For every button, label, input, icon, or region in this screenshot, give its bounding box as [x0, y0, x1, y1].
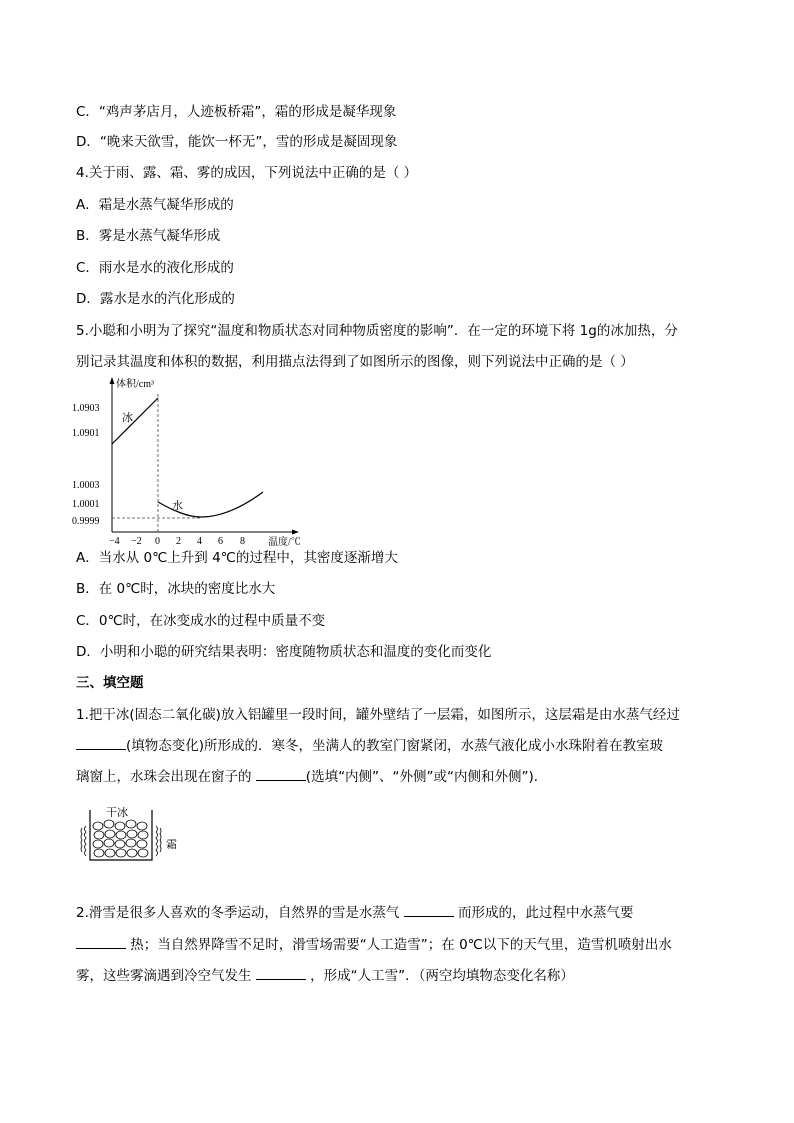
y-tick-label: 1.0003 — [72, 480, 100, 491]
y-tick-label: 1.0901 — [72, 428, 100, 439]
fill-q2-line1 — [76, 904, 633, 922]
answer-blank[interactable] — [76, 737, 126, 750]
y-tick-label: 1.0001 — [72, 499, 100, 510]
q5-option-b: B．在 0℃时，冰块的密度比水大 — [76, 581, 276, 597]
dry-ice-pellets — [93, 820, 148, 857]
fill-q1-line1: 1.把干冰(固态二氧化碳)放入铝罐里一段时间，罐外壁结了一层霜，如图所示，这层霜是由水蒸气经过 — [76, 707, 680, 723]
fill-q1-line3 — [76, 768, 547, 786]
fill-q2-line3 — [76, 967, 574, 985]
answer-blank[interactable] — [256, 967, 306, 980]
fill-q2-line1-text-a: 2.滑雪是很多人喜欢的冬季运动，自然界的雪是水蒸气 — [76, 905, 404, 921]
x-tick-label: 2 — [176, 536, 181, 546]
x-tick-label: −4 — [109, 536, 120, 546]
q5-stem-line2: 别记录其温度和体积的数据，利用描点法得到了如图所示的图像，则下列说法中正确的是（ ） — [76, 354, 634, 370]
y-axis-label: 体积/cm³ — [116, 379, 154, 390]
y-axis-arrow — [110, 377, 115, 384]
section-heading: 三、填空题 — [76, 675, 144, 691]
fill-q1-line2 — [76, 737, 663, 755]
q4-stem: 4.关于雨、露、霜、雾的成因，下列说法中正确的是（ ） — [76, 165, 418, 181]
frost-right — [156, 826, 158, 856]
x-axis-label: 温度/℃ — [268, 537, 301, 546]
ice-series-line — [112, 398, 158, 444]
fill-q2-line1-text-b: 而形成的，此过程中水蒸气要 — [453, 905, 634, 921]
q4-option-a: A．霜是水蒸气凝华形成的 — [76, 197, 234, 213]
fill-q2-line2-text: 热；当自然界降雪不足时，滑雪场需要“人工造雪”；在 0℃以下的天气里，造雪机喷射出水 — [126, 937, 672, 953]
ice-series-label: 冰 — [122, 412, 133, 424]
fill-q1-line3-text-a: 璃窗上，水珠会出现在窗子的 — [76, 769, 256, 785]
frost-right-outer — [160, 828, 161, 852]
q3-option-d: D．“晚来天欲雪，能饮一杯无”，雪的形成是凝固现象 — [76, 134, 398, 150]
y-tick-label: 1.0903 — [72, 403, 100, 414]
volume-temperature-chart — [70, 374, 310, 546]
dry-ice-can-figure — [74, 802, 194, 870]
y-tick-label: 0.9999 — [72, 516, 100, 527]
answer-blank[interactable] — [404, 904, 454, 917]
answer-blank[interactable] — [256, 768, 306, 781]
frost-left — [85, 826, 87, 856]
water-series-label: 水 — [172, 500, 183, 512]
fill-q2-line2 — [76, 936, 672, 954]
fill-q2-line3-text-a: 雾，这些雾滴遇到冷空气发生 — [76, 968, 256, 984]
x-tick-label: 4 — [197, 536, 202, 546]
x-tick-label: 8 — [240, 536, 245, 546]
x-tick-label: −2 — [131, 536, 142, 546]
fill-q1-line3-text-b: (选填“内侧”、“外侧”或“内侧和外侧”)． — [305, 769, 548, 785]
q5-option-a: A．当水从 0℃上升到 4℃的过程中，其密度逐渐增大 — [76, 550, 398, 566]
frost-label: 霜 — [166, 838, 177, 851]
frost-left-outer — [81, 828, 82, 852]
dry-ice-label: 干冰 — [106, 806, 128, 819]
fill-q1-line2-text: (填物态变化)所形成的．寒冬，坐满人的教室门窗紧闭，水蒸气液化成小水珠附着在教室玻 — [126, 738, 664, 754]
q4-option-c: C．雨水是水的液化形成的 — [76, 260, 234, 276]
x-tick-label: 0 — [155, 536, 160, 546]
q4-option-b: B．雾是水蒸气凝华形成 — [76, 228, 221, 244]
fill-q2-line3-text-b: ，形成“人工雪”．（两空均填物态变化名称） — [305, 968, 574, 984]
q5-stem-line1: 5.小聪和小明为了探究“温度和物质状态对同种物质密度的影响”．在一定的环境下将 1g的冰加热，分 — [76, 323, 678, 339]
q5-option-d: D．小明和小聪的研究结果表明：密度随物质状态和温度的变化而变化 — [76, 644, 492, 660]
q5-option-c: C．0℃时，在冰变成水的过程中质量不变 — [76, 613, 326, 629]
q4-option-d: D．露水是水的汽化形成的 — [76, 291, 235, 307]
x-axis-arrow — [292, 530, 299, 535]
answer-blank[interactable] — [76, 936, 126, 949]
q3-option-c: C．“鸡声茅店月，人迹板桥霜”，霜的形成是凝华现象 — [76, 104, 397, 120]
x-tick-label: 6 — [218, 536, 223, 546]
